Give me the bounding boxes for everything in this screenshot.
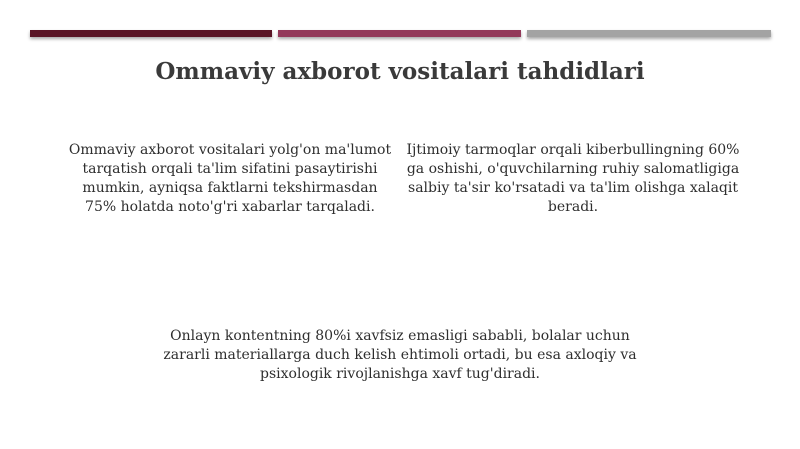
accent-bar-dark-red [30, 30, 272, 37]
slide-title: Ommaviy axborot vositalari tahdidlari [155, 58, 645, 85]
paragraph-misinformation: Ommaviy axborot vositalari yolg'on ma'lumot tarqatish orqali ta'lim sifatini pasaytirishi mumkin, ayniqsa faktlarni tekshirmasdan 75% holatda noto'g'ri xabarlar tarqaladi. [68, 142, 392, 215]
accent-bar-gray [527, 30, 771, 37]
accent-bar-magenta [278, 30, 521, 37]
paragraph-cyberbullying: Ijtimoiy tarmoqlar orqali kiberbullingning 60% ga oshishi, o'quvchilarning ruhiy salomatligiga salbiy ta'sir ko'rsatadi va ta'lim olishga xalaqit beradi. [406, 142, 740, 215]
paragraph-unsafe-content: Onlayn kontentning 80%i xavfsiz emasligi sababli, bolalar uchun zararli materiallarga duch kelish ehtimoli ortadi, bu esa axloqiy va psixologik rivojlanishga xavf tug'diradi. [163, 328, 637, 382]
